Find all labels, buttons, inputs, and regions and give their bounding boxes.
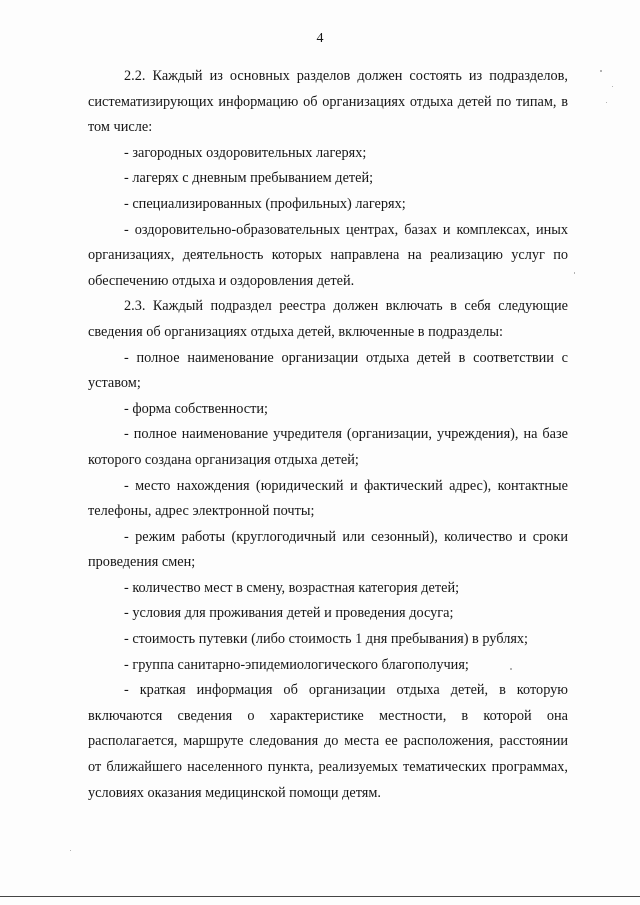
- list-item-cost: - стоимость путевки (либо стоимость 1 дня пребывания) в рублях;: [124, 631, 529, 648]
- paragraph-2-2: 2.2. Каждый из основных разделов должен состоять из подразделов, систематизирующих информацию об организациях отдыха детей по типам, в том числе:: [88, 68, 568, 136]
- list-item-specialized-camps: - специализированных (профильных) лагерях;: [124, 195, 406, 212]
- list-item-education-centers: - оздоровительно-образовательных центрах, базах и комплексах, иных организациях, деятельность которых направлена на реализацию услуг по обеспечению отдыха и оздоровления детей.: [88, 221, 568, 289]
- list-item-full-name: - полное наименование организации отдыха детей в соответствии с уставом;: [88, 349, 568, 392]
- list-item-work-mode: - режим работы (круглогодичный или сезонный), количество и сроки проведения смен;: [88, 528, 568, 571]
- list-item-places: - количество мест в смену, возрастная категория детей;: [124, 579, 460, 596]
- scan-speck: [606, 102, 607, 103]
- list-item-day-camps: - лагерях с дневным пребыванием детей;: [124, 170, 374, 187]
- page-number: 4: [316, 31, 324, 46]
- list-item-sanitary-group: - группа санитарно-эпидемиологического благополучия;: [124, 656, 469, 673]
- scan-speck: [70, 850, 71, 851]
- paragraph-2-3: 2.3. Каждый подраздел реестра должен включать в себя следующие сведения об организациях отдыха детей, включенные в подразделы:: [88, 298, 568, 340]
- list-item-country-camps: - загородных оздоровительных лагерях;: [124, 144, 367, 161]
- document-body: [88, 64, 568, 806]
- list-item-living-conditions: - условия для проживания детей и проведения досуга;: [124, 605, 454, 622]
- scan-speck: [510, 668, 512, 670]
- scan-speck: [600, 70, 602, 72]
- list-item-ownership-form: - форма собственности;: [124, 400, 268, 417]
- scan-speck: [574, 272, 575, 274]
- list-item-brief-info: - краткая информация об организации отдыха детей, в которую включаются сведения о характеристике местности, в которой она располагается, маршруте следования до места ее расположения, расстоянии от ближайшего населенного пункта, реализуемых тематических программах, условиях оказания медицинской помощи детям.: [88, 682, 568, 801]
- list-item-location: - место нахождения (юридический и фактический адрес), контактные телефоны, адрес электронной почты;: [88, 477, 568, 520]
- scan-speck: [612, 86, 613, 87]
- list-item-founder: - полное наименование учредителя (организации, учреждения), на базе которого создана организация отдыха детей;: [88, 426, 568, 468]
- page-bottom-edge: [0, 896, 640, 897]
